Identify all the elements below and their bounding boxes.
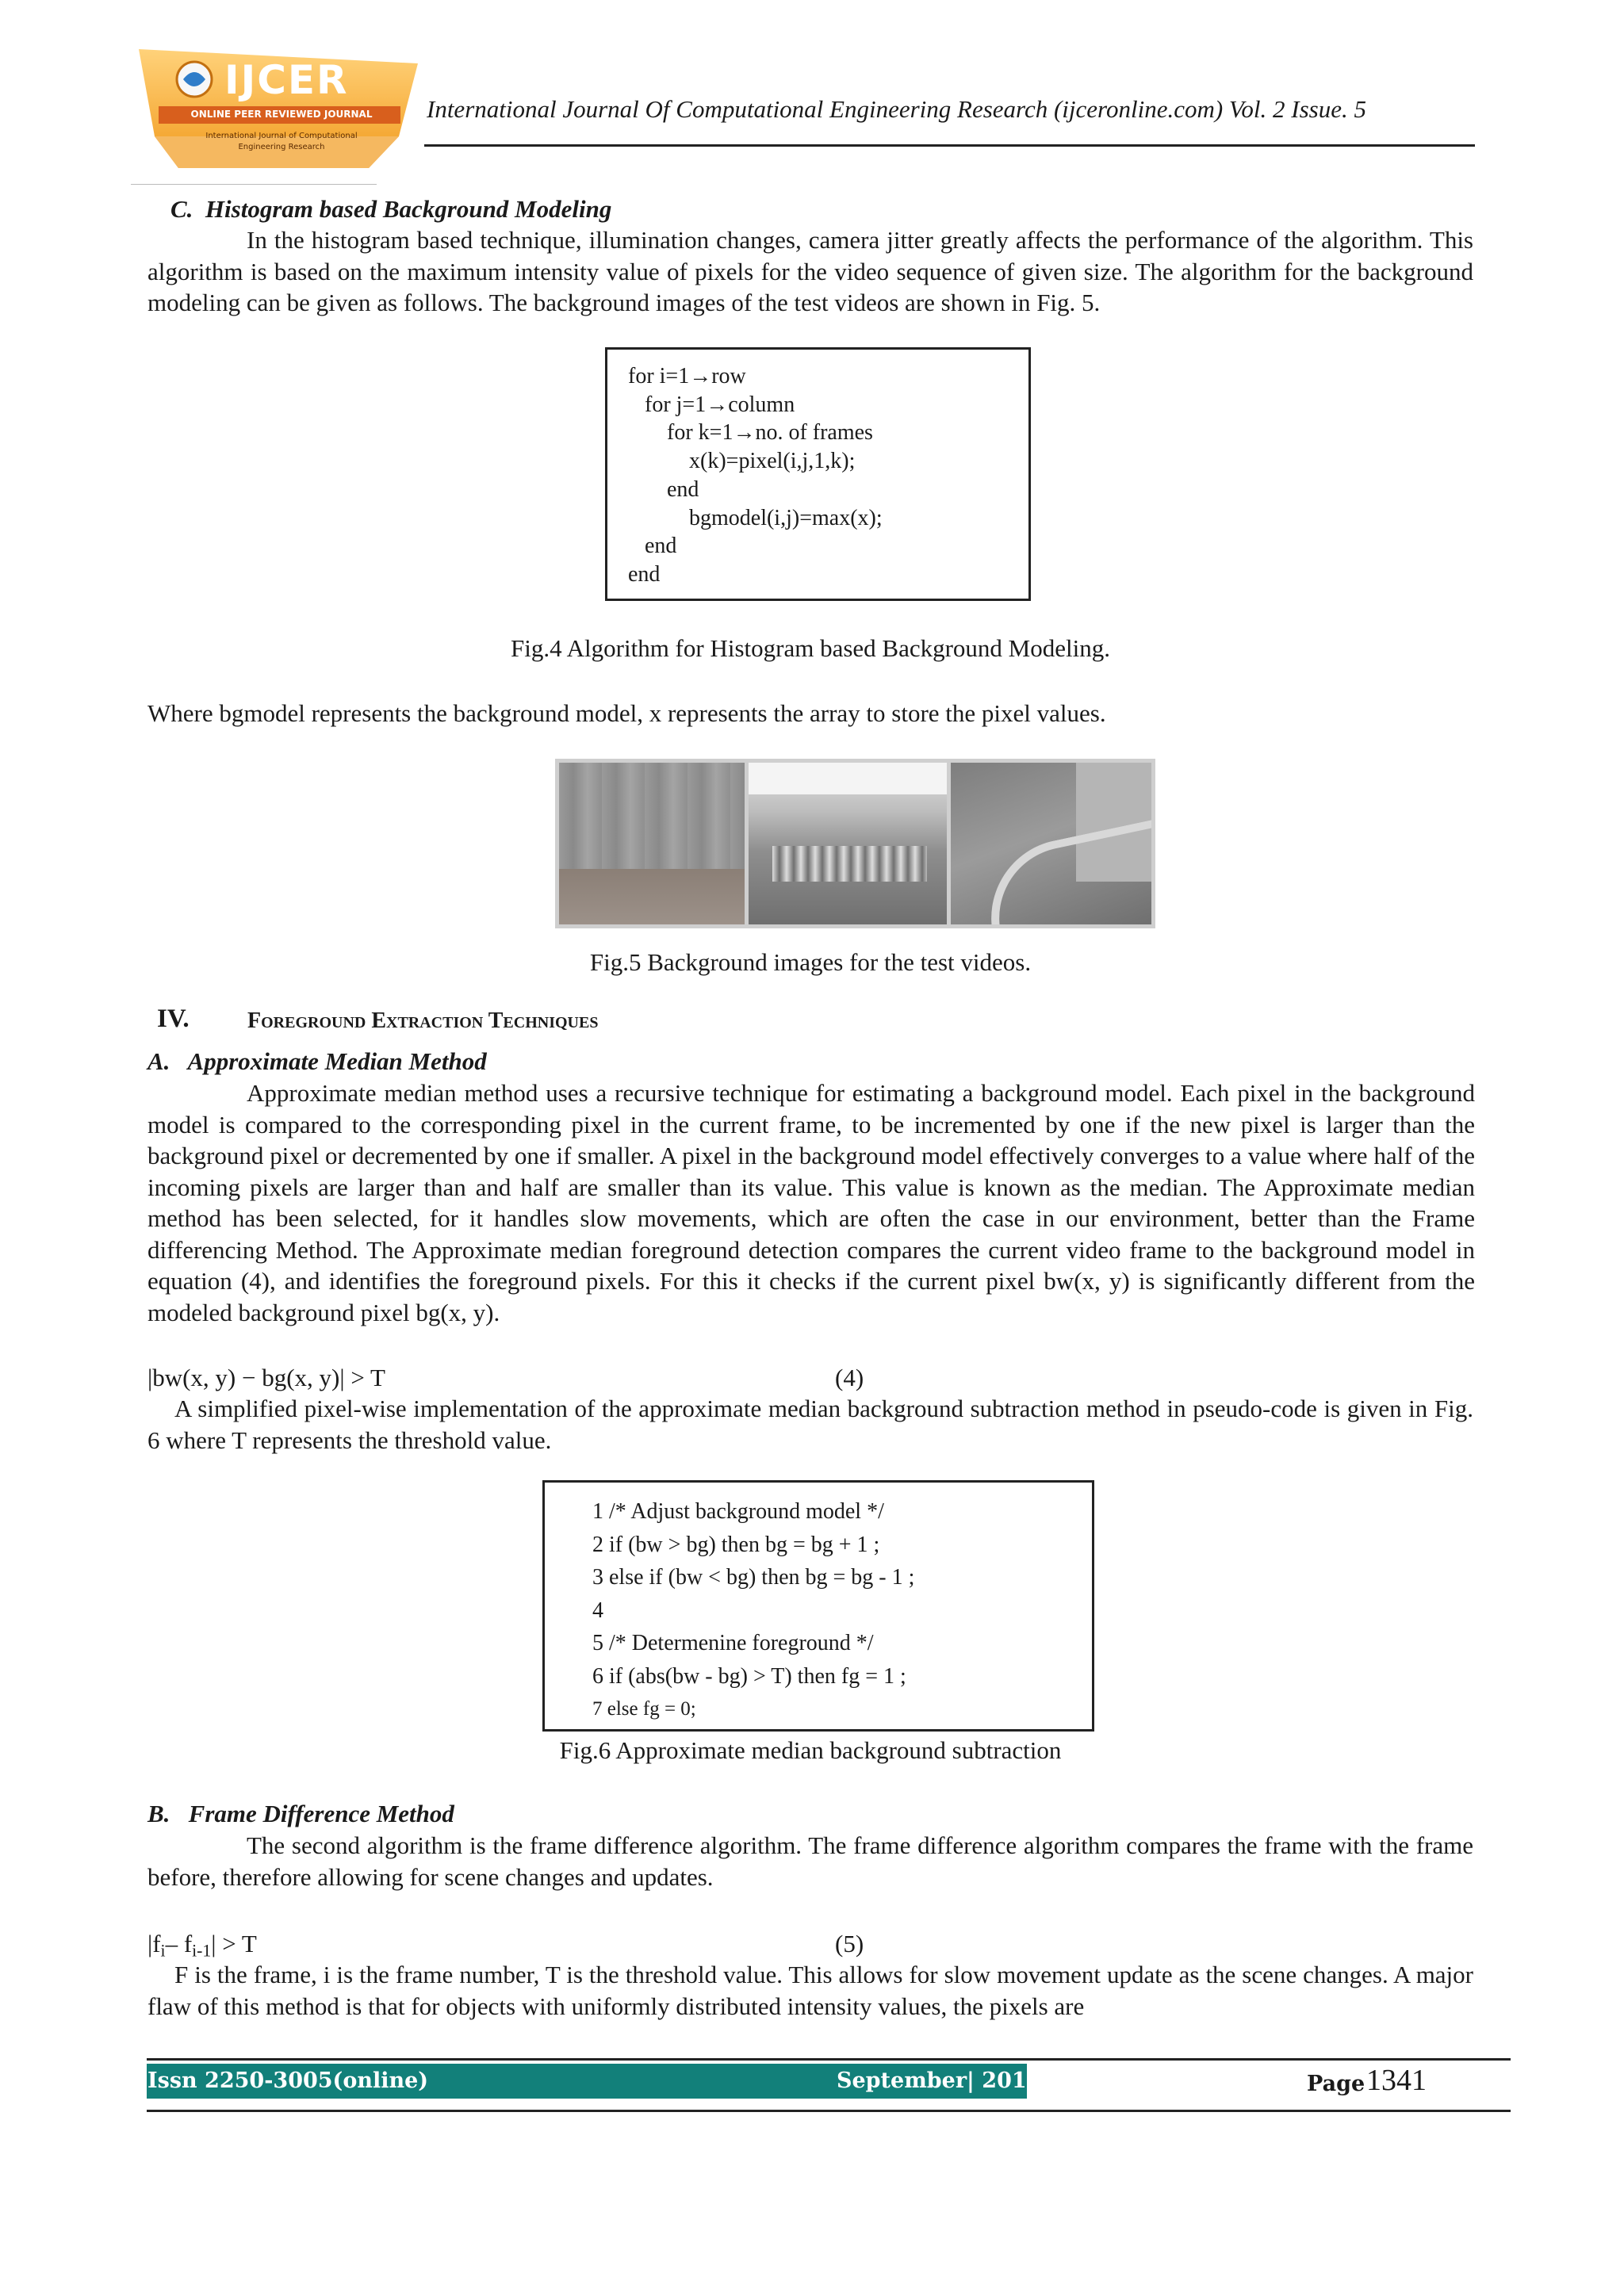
section-c-heading: C. Histogram based Background Modeling: [170, 195, 612, 223]
logo-subtitle-2: Engineering Research: [238, 143, 325, 151]
fig6-caption: Fig.6 Approximate median background subtraction: [559, 1736, 1062, 1764]
fig4-code-line: end: [628, 561, 661, 587]
footer-page-number: 1341: [1366, 2064, 1427, 2097]
section-iv-title: Foreground Extraction Techniques: [247, 1008, 599, 1033]
fig6-code-line: 5 /* Determenine foreground */: [592, 1631, 874, 1655]
fig5-image-3: [951, 763, 1151, 924]
fig5-image-1: [559, 763, 745, 924]
equation-4: |bw(x, y) − bg(x, y)| > T: [147, 1364, 385, 1391]
fig6-code-line: 7 else fg = 0;: [592, 1698, 696, 1720]
equation-5-prefix: |f: [147, 1930, 161, 1957]
journal-logo: [131, 49, 424, 180]
section-b-heading: B. Frame Difference Method: [147, 1800, 454, 1827]
fig6-code-line: 1 /* Adjust background model */: [592, 1499, 884, 1524]
footer-page-label: Page: [1307, 2072, 1365, 2096]
footer-bottom-rule: [147, 2110, 1511, 2112]
fig5-image-strip: [555, 759, 1155, 928]
journal-title: International Journal Of Computational Engineering Research (ijceronline.com) Vol. 2 Issue. 5: [427, 95, 1366, 123]
section-b-after-equation: F is the frame, i is the frame number, T is the threshold value. This allows for slow movement update as the scene changes. A major flaw of this method is that for objects with uniformly distributed intensity values, the pixels are: [147, 1961, 1473, 2020]
section-b-paragraph: The second algorithm is the frame difference algorithm. The frame difference algorithm compares the frame with the frame before, therefore allowing for scene changes and updates.: [147, 1831, 1473, 1891]
section-a-paragraph: Approximate median method uses a recursive technique for estimating a background model. Each pixel in the background model is compared to the corresponding pixel in the current frame, to be incremented by one if the new pixel is larger than the background pixel or decremented by one if smaller. A pixel in the background model effectively converges to a value where half of the incoming pixels are larger than and half are smaller than its value. This value is known as the median. The Approximate median method has been selected, for it handles slow movements, which are often the case in our environment, better than the Frame differencing Method. The Approximate median foreground detection compares the current video frame to the background model in equation (4), and identifies the foreground pixels. For this it checks if the current pixel bw(x, y) is significantly different from the modeled background pixel bg(x, y).: [147, 1079, 1475, 1326]
logo-tagline: ONLINE PEER REVIEWED JOURNAL: [190, 109, 373, 120]
equation-5-sub-i-1: i-1: [192, 1941, 212, 1961]
equation-5-mid: – f: [165, 1930, 193, 1957]
fig6-code-line: 6 if (abs(bw - bg) > T) then fg = 1 ;: [592, 1663, 906, 1689]
equation-5-sub-i: i: [160, 1941, 166, 1961]
fig4-caption: Fig.4 Algorithm for Histogram based Background Modeling.: [511, 634, 1110, 662]
fig6-code-box: [542, 1480, 1094, 1732]
section-c-paragraph: In the histogram based technique, illumination changes, camera jitter greatly affects the performance of the algorithm. This algorithm is based on the maximum intensity value of pixels for the video sequence of given size. The algorithm for the background modeling can be given as follows. The background images of the test videos are shown in Fig. 5.: [147, 226, 1473, 316]
fig4-code-line: for i=1→row: [628, 364, 746, 388]
footer-date: September| 2012: [837, 2068, 1042, 2093]
fig4-code-box: [605, 347, 1031, 601]
fig6-code-line: 2 if (bw > bg) then bg = bg + 1 ;: [592, 1532, 880, 1557]
where-text: Where bgmodel represents the background model, x represents the array to store the pixel values.: [147, 699, 1106, 727]
fig4-code-line: bgmodel(i,j)=max(x);: [628, 505, 883, 530]
fig4-code-line: for j=1→column: [628, 392, 795, 417]
logo-name: IJCER: [224, 57, 349, 103]
equation-5: [147, 1928, 257, 1960]
fig5-image-2: [749, 763, 947, 924]
equation-5-suffix: | > T: [211, 1930, 257, 1957]
section-iv-number: IV.: [157, 1004, 190, 1033]
fig6-code-line: 4: [592, 1598, 603, 1623]
section-a-after-equation: A simplified pixel-wise implementation of the approximate median background subtraction method in pseudo-code is given in Fig. 6 where T represents the threshold value.: [147, 1395, 1473, 1454]
fig5-caption: Fig.5 Background images for the test videos.: [589, 948, 1032, 976]
fig4-code-line: for k=1→no. of frames: [628, 420, 873, 446]
footer-issn: Issn 2250-3005(online): [147, 2068, 429, 2093]
header-rule: [424, 144, 1475, 147]
fig4-code-line: end: [628, 534, 677, 559]
fig4-code-line: x(k)=pixel(i,j,1,k);: [628, 449, 856, 474]
section-a-heading: A. Approximate Median Method: [147, 1047, 487, 1075]
logo-subtitle-1: International Journal of Computational: [205, 132, 358, 140]
fig4-code-line: end: [628, 476, 699, 502]
equation-4-number: (4): [835, 1364, 864, 1391]
fig6-code-line: 3 else if (bw < bg) then bg = bg - 1 ;: [592, 1565, 915, 1590]
equation-5-number: (5): [835, 1930, 864, 1957]
header-rule-thin: [131, 184, 377, 185]
footer-top-rule: [147, 2058, 1511, 2061]
